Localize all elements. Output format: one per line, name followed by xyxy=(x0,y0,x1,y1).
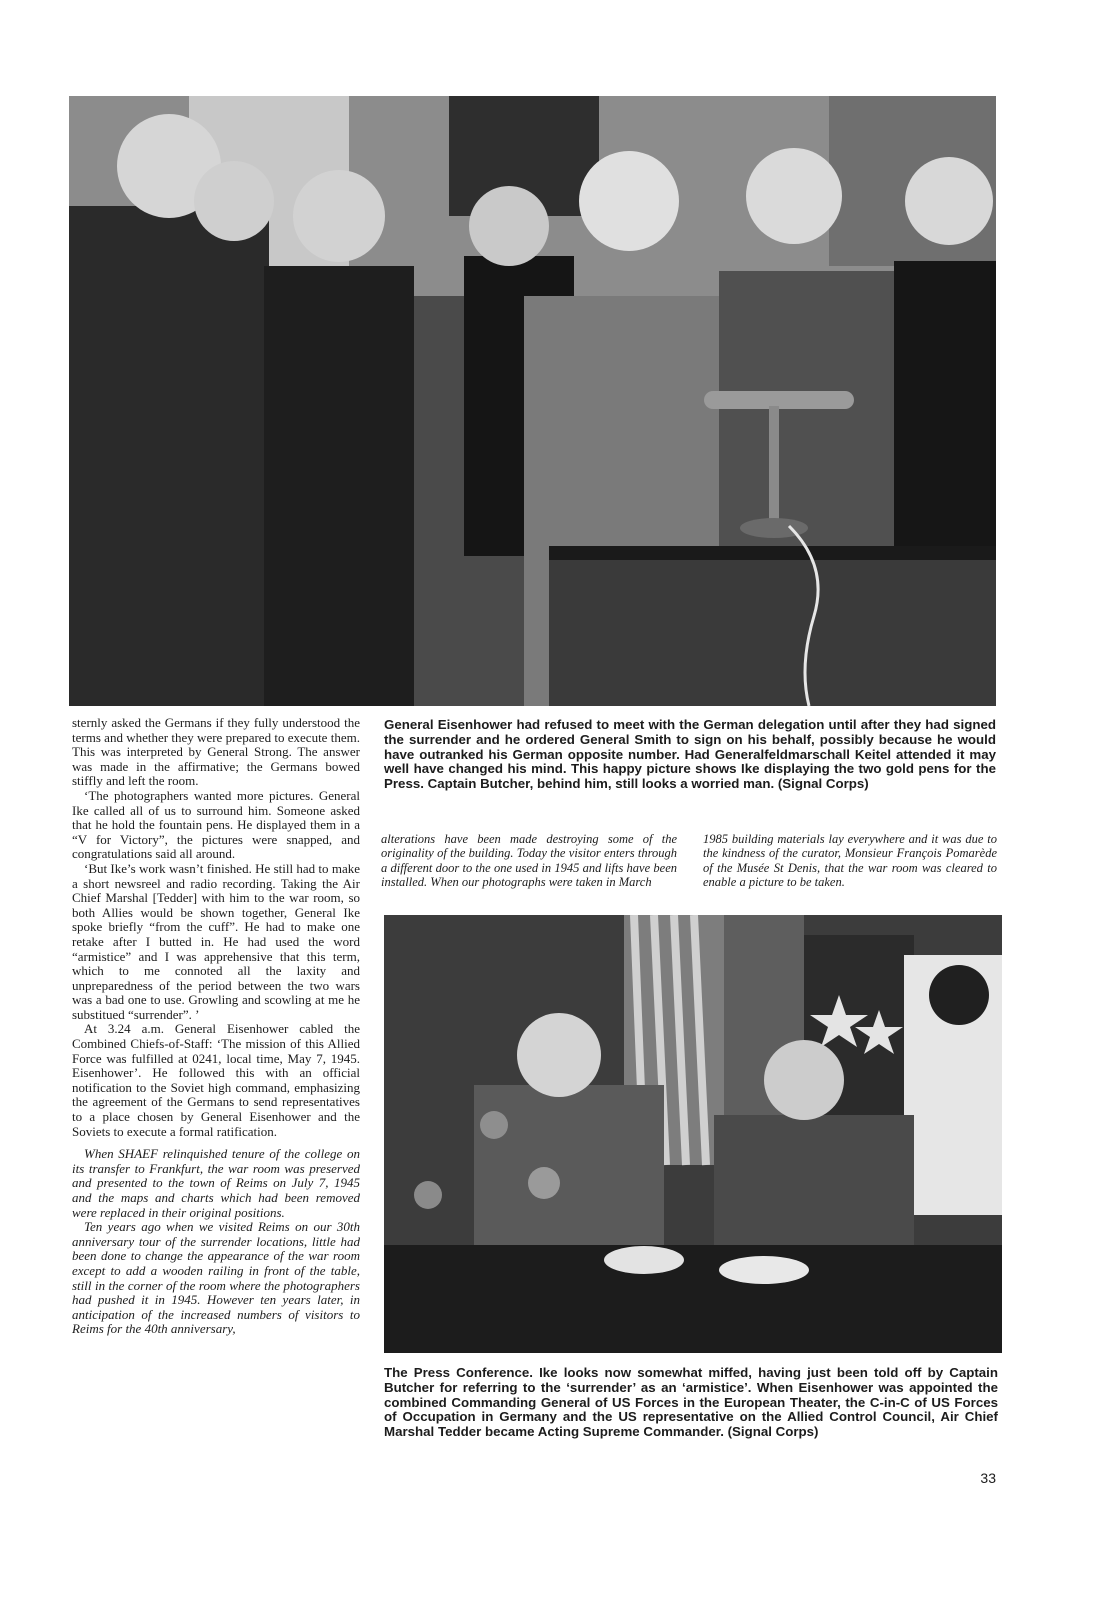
photo-press-conference-image xyxy=(384,915,1002,1353)
bottom-photo-caption: The Press Conference. Ike looks now somewhat miffed, having just been told off by Captain Butcher for referring to the ‘surrender’ as an ‘armistice’. When Eisenhower was appointed the combined Commanding General of US Forces in the European Theater, the C-in-C of US Forces of Occupation in Germany and the US representative on the Allied Control Council, Air Chief Marshal Tedder became Acting Supreme Commander. (Signal Corps) xyxy=(384,1365,998,1440)
photo-officers-with-pens-image xyxy=(69,96,996,706)
italic-paragraph-text: Ten years ago when we visited Reims on our 30th anniversary tour of the surrender locations, little had been done to change the appearance of the war room except to add a wooden railing in front of the table, still in the corner of the room where the photographers had pushed it in 1945. However ten years later, in anticipation of the increased numbers of visitors to Reims for the 40th anniversary, xyxy=(72,1219,360,1337)
italic-paragraph-text: relinquished tenure of the college on its transfer to Frankfurt, the war room was preserved and presented to the town of Reims on July 7, 1945 and the maps and charts which had been removed were replaced in their original positions. xyxy=(72,1146,360,1220)
body-paragraph: ‘The photographers wanted more pictures. General Ike called all of us to surround him. Someone asked that he hold the fountain pens. He displayed them in a “V for Victory”, the pictures were snapped, and congratulations said all around. xyxy=(72,787,360,862)
note-right-column: 1985 building materials lay everywhere and it was due to the kindness of the curator, Monsieur François Pomarède of the Musée St Denis, that the war room was cleared to enable a picture to be taken. xyxy=(703,832,997,890)
italic-paragraph xyxy=(72,1220,360,1337)
body-paragraph: sternly asked the Germans if they fully understood the terms and whether they were prepared to execute them. This was interpreted by General Strong. The answer was made in the affirmative; the Germans bowed stiffly and left the room. xyxy=(72,715,360,789)
body-paragraph: ‘But Ike’s work wasn’t finished. He still had to make a short newsreel and radio recording. Taking the Air Chief Marshal [Tedder] with him to the war room, so both Allies would be shown together, General Ike spoke briefly “from the cuff”. He had to make one retake after I butted in. He had used the word “armistice” and I was apprehensive that this term, which to me connoted all the laxity and unpreparedness of the period between the two wars was a bad one to use. Growling and scowling at me he substitued “surrender”. ’ xyxy=(72,860,360,1022)
italic-paragraph xyxy=(72,1147,360,1220)
note-left-column: alterations have been made destroying some of the originality of the building. Today the visitor enters through a different door to the one used in 1945 and lifts have been installed. When our photographs were taken in March xyxy=(381,832,677,890)
top-photo-caption: General Eisenhower had refused to meet with the German delegation until after they had signed the surrender and he ordered General Smith to sign on his behalf, possibly because he would have outranked his German opposite number. Had Generalfeldmarschall Keitel attended it may well have changed his mind. This happy picture shows Ike displaying the two gold pens for the Press. Captain Butcher, behind him, still looks a worried man. (Signal Corps) xyxy=(384,717,996,792)
photo-officers-with-pens xyxy=(69,96,996,706)
body-paragraph: At 3.24 a.m. General Eisenhower cabled the Combined Chiefs-of-Staff: ‘The mission of this Allied Force was fulfilled at 0241, local time, May 7, 1945. Eisenhower’. He followed this with an official notification to the Soviet high command, emphasizing the agreement of the Germans to send representatives to a place chosen by General Eisenhower and the Soviets to execute a formal ratification. xyxy=(72,1021,360,1139)
body-text-column xyxy=(72,716,360,1337)
photo-press-conference xyxy=(384,915,1002,1353)
italic-paragraph-lead: When SHAEF xyxy=(84,1146,159,1162)
page-number: 33 xyxy=(980,1470,996,1486)
